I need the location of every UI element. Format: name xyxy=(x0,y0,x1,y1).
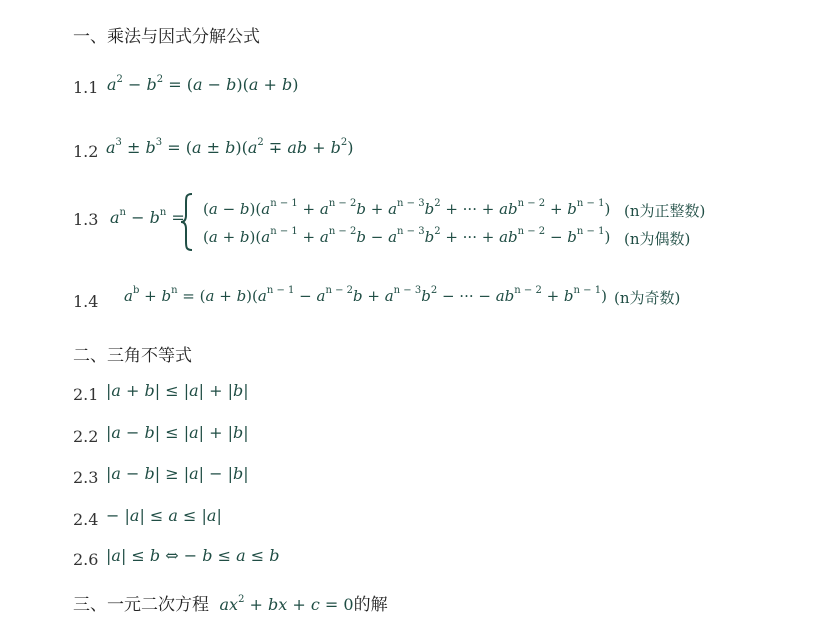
section-title-2: 二、三角不等式 xyxy=(73,346,192,366)
section-title-3-suffix: 的解 xyxy=(353,595,388,615)
section-title-3-text: 三、一元二次方程 xyxy=(73,595,209,615)
item-number-2-4: 2.4 xyxy=(73,510,99,529)
formula-1-2: $a^3 \pm b^3 = (a \pm b)(a^2$ ∓ ab + $b^2$) xyxy=(106,137,354,157)
formula-3-equation: $ax^2$ + bx + c = 0 xyxy=(219,594,354,614)
formula-1-3-lhs: $a^n - b^n$ = xyxy=(110,207,185,227)
section-title-1: 一、乘法与因式分解公式 xyxy=(73,27,260,47)
formula-2-4: − |a| ≤ a ≤ |a| xyxy=(106,506,222,525)
formula-1-1: $a^2 - b^2 = (a - b)(a + b)$ xyxy=(107,74,299,94)
section-title-3 xyxy=(73,590,388,615)
note-even: (n为偶数) xyxy=(624,230,691,248)
formula-1-4: $a^b + b^n = (a + b)(a^{n - 1} - a^{n - 2}b + a^{n - 3}b^2$ − ··· − $ab^{n - 2} + b^{n - 1}$) xyxy=(124,285,607,305)
item-number-1-4: 1.4 xyxy=(73,292,99,311)
item-number-2-1: 2.1 xyxy=(73,385,99,404)
item-number-1-1: 1.1 xyxy=(73,78,99,97)
item-number-2-6: 2.6 xyxy=(73,550,99,569)
formula-1-3-case-2: $(a + b)(a^{n - 1} + a^{n - 2}b - a^{n - 3}b^2$ + ··· + $ab^{n - 2} - b^{n - 1}$) xyxy=(203,226,611,246)
item-number-2-3: 2.3 xyxy=(73,468,99,487)
item-number-1-2: 1.2 xyxy=(73,142,99,161)
item-number-1-3: 1.3 xyxy=(73,210,99,229)
formula-2-2: |a − b| ≤ |a| + |b| xyxy=(106,423,249,442)
formula-2-6: |a| ≤ b ⇔ − b ≤ a ≤ b xyxy=(106,546,280,565)
formula-1-3-case-1: $(a - b)(a^{n - 1} + a^{n - 2}b + a^{n - 3}b^2$ + ··· + $ab^{n - 2} + b^{n - 1}$) xyxy=(203,198,611,218)
note-odd: (n为奇数) xyxy=(614,289,681,307)
formula-2-3: |a − b| ≥ |a| − |b| xyxy=(106,464,249,483)
item-number-2-2: 2.2 xyxy=(73,427,99,446)
left-brace-icon xyxy=(180,193,194,251)
note-positive-integer: (n为正整数) xyxy=(624,202,706,220)
formula-2-1: |a + b| ≤ |a| + |b| xyxy=(106,381,249,400)
